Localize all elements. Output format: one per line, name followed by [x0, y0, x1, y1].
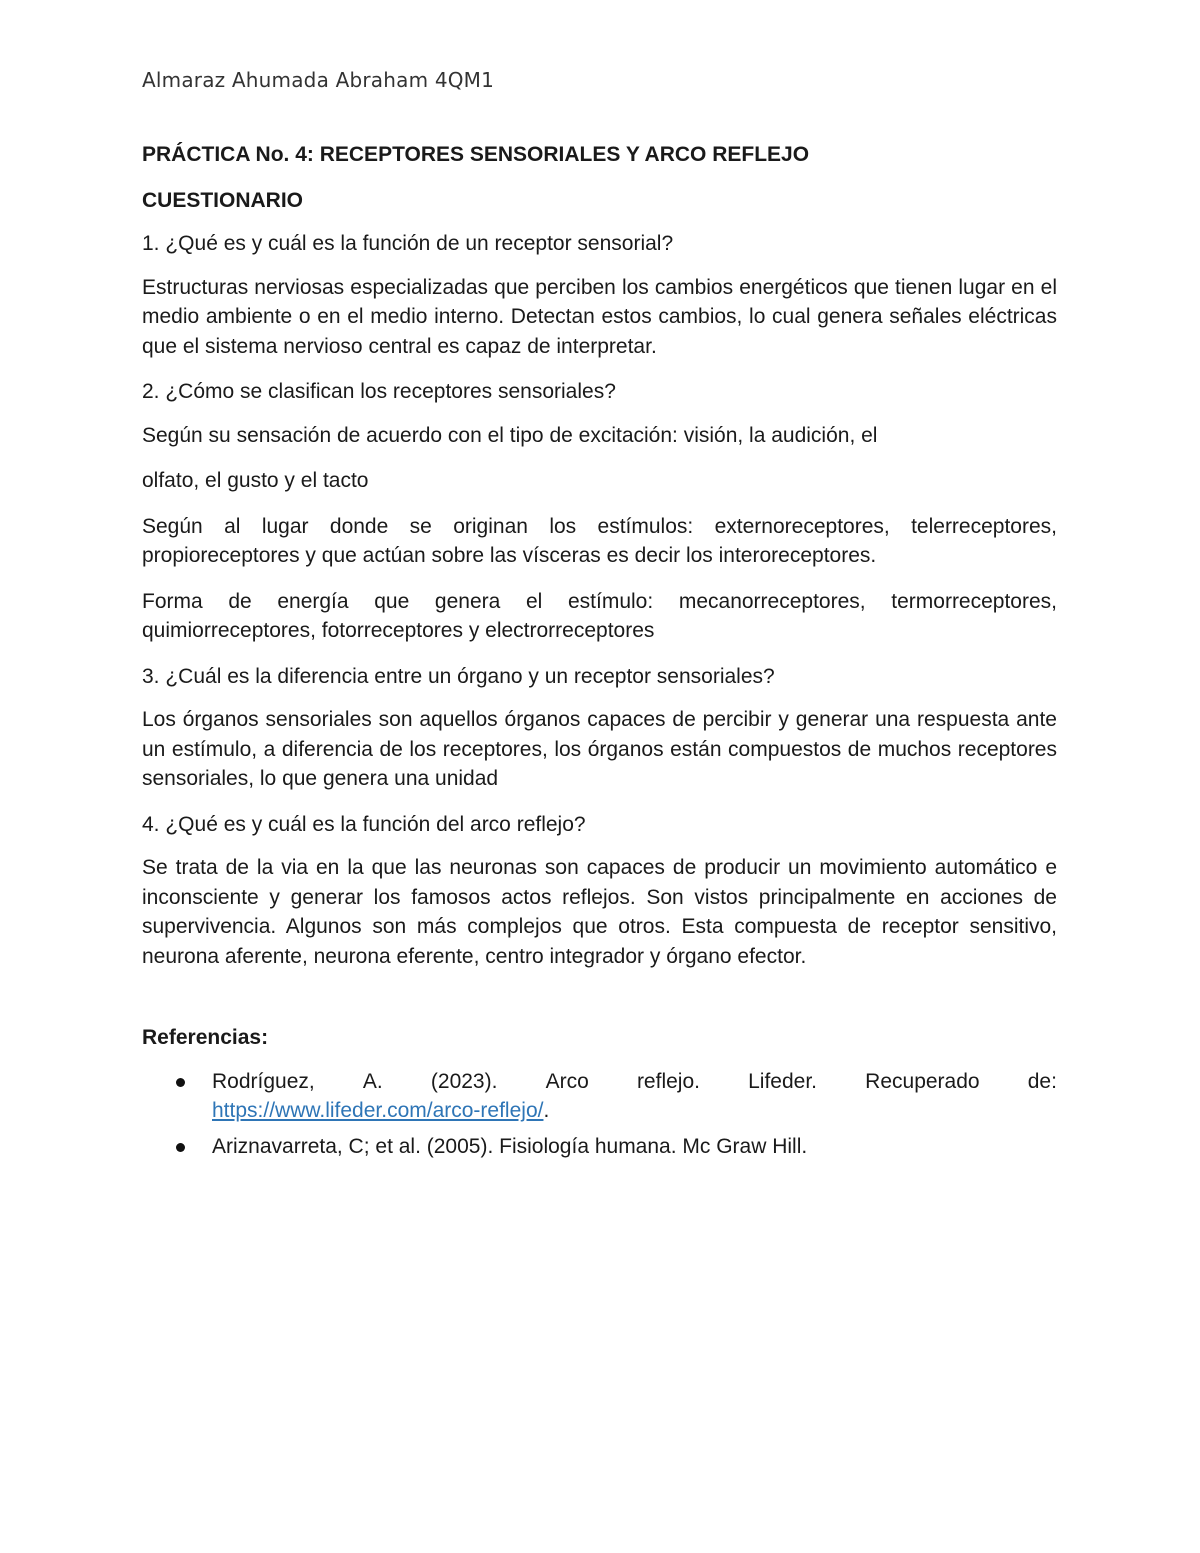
answer-2-part-1: Según su sensación de acuerdo con el tipo de excitación: visión, la audición, el [142, 423, 878, 447]
question-2: 2. ¿Cómo se clasifican los receptores sensoriales? [142, 380, 616, 403]
reference-1-link-line [212, 1096, 1057, 1126]
reference-item [142, 1067, 1057, 1126]
ref1-word: Recuperado [865, 1069, 980, 1093]
section-subtitle: CUESTIONARIO [142, 188, 304, 212]
question-4: 4. ¿Qué es y cuál es la función del arco reflejo? [142, 812, 586, 836]
answer-2-part-3: Según al lugar donde se originan los estímulos: externoreceptores, telerreceptores, propioreceptores y que actúan sobre las vísceras es decir los interoreceptores. [142, 514, 1057, 567]
reference-1-end: . [543, 1099, 550, 1122]
reference-1-line [212, 1067, 1057, 1097]
document-body [142, 140, 1057, 1167]
bullet-icon [176, 1143, 185, 1152]
ref1-word: Lifeder. [748, 1069, 818, 1093]
ref1-word: reflejo. [636, 1069, 700, 1093]
document-title: PRÁCTICA No. 4: RECEPTORES SENSORIALES Y ARCO REFLEJO [142, 143, 810, 166]
answer-2-part-2: olfato, el gusto y el tacto [142, 469, 369, 492]
references-list [142, 1067, 1057, 1162]
ref1-word: Rodríguez, [212, 1069, 315, 1093]
reference-link[interactable]: https://www.lifeder.com/arco-reflejo/ [212, 1099, 544, 1122]
question-3: 3. ¿Cuál es la diferencia entre un órgano y un receptor sensoriales? [142, 664, 775, 688]
ref1-word: A. [362, 1069, 383, 1093]
ref1-word: (2023). [430, 1069, 498, 1093]
ref1-word: Arco [545, 1069, 589, 1093]
answer-1: Estructuras nerviosas especializadas que perciben los cambios energéticos que tienen lugar en el medio ambiente o en el medio interno. Detectan estos cambios, lo cual genera señales eléctricas que el sistema nervioso central es capaz de interpretar. [142, 275, 1057, 358]
question-1: 1. ¿Qué es y cuál es la función de un receptor sensorial? [142, 232, 674, 255]
ref1-word: de: [1027, 1069, 1057, 1093]
reference-2: Ariznavarreta, C; et al. (2005). Fisiología humana. Mc Graw Hill. [212, 1134, 808, 1158]
references-title: Referencias: [142, 1026, 269, 1049]
answer-2-part-4: Forma de energía que genera el estímulo: mecanorreceptores, termorreceptores, quimiorreceptores, fotorreceptores y electrorreceptores [142, 589, 1057, 642]
reference-item [142, 1132, 1057, 1162]
bullet-icon [176, 1078, 185, 1087]
answer-3: Los órganos sensoriales son aquellos órganos capaces de percibir y generar una respuesta ante un estímulo, a diferencia de los receptores, los órganos están compuestos de muchos receptores sensoriales, lo que genera una unidad [142, 708, 1057, 790]
author-header: Almaraz Ahumada Abraham 4QM1 [142, 68, 495, 92]
answer-4: Se trata de la via en la que las neuronas son capaces de producir un movimiento automático e inconsciente y generar los famosos actos reflejos. Son vistos principalmente en acciones de supervivencia. Algunos son más complejos que otros. Esta compuesta de receptor sensitivo, neurona aferente, neurona eferente, centro integrador y órgano efector. [142, 856, 1057, 968]
